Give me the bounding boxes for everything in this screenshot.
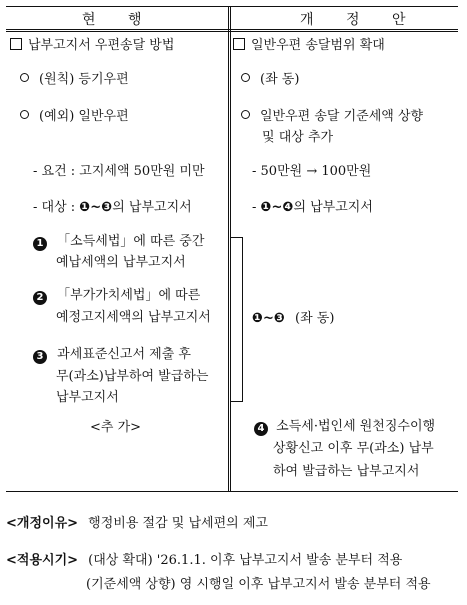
- header-revised: 개 정 안: [300, 12, 420, 28]
- right-raise: 일반우편 송달 기준세액 상향: [241, 108, 423, 126]
- right-title: 일반우편 송달범위 확대: [233, 37, 385, 55]
- right-item4-cont2: 하여 발급하는 납부고지서: [273, 464, 420, 479]
- table-header-divider-2: [6, 31, 458, 32]
- right-group-same: ❶~❸ (좌 동): [252, 311, 335, 326]
- target-range: ❶~❸: [79, 200, 113, 215]
- left-requirement: - 요건 : 고지세액 50만원 미만: [33, 164, 205, 179]
- right-target: - ❶~❹의 납부고지서: [252, 200, 373, 215]
- right-raise-cont: 및 대상 추가: [262, 130, 334, 145]
- reason-text: 행정비용 절감 및 납세편의 제고: [88, 516, 268, 531]
- group-range: ❶~❸: [252, 311, 285, 326]
- left-title: 납부고지서 우편송달 방법: [10, 37, 174, 55]
- header-current: 현 행: [82, 12, 156, 28]
- left-item2-cont: 예정고지세액의 납부고지서: [56, 310, 211, 325]
- apply-row: [6, 552, 402, 570]
- checkbox-square-icon: [233, 38, 245, 50]
- number-badge-icon: 2: [33, 291, 47, 305]
- bracket-bottom: [230, 401, 242, 402]
- reason-label: <개정이유>: [6, 516, 79, 531]
- left-principle: (원칙) 등기우편: [20, 71, 129, 89]
- number-badge-icon: 4: [254, 422, 268, 436]
- right-amount: - 50만원 → 100만원: [252, 164, 372, 179]
- table-column-divider-2: [230, 6, 231, 492]
- apply-label: <적용시기>: [6, 553, 79, 568]
- circle-bullet-icon: [20, 73, 29, 82]
- apply-line-1: (대상 확대) '26.1.1. 이후 납부고지서 발송 분부터 적용: [88, 553, 403, 568]
- left-added-note: <추 가>: [90, 420, 142, 435]
- table-column-divider: [228, 6, 229, 492]
- table-top-border: [6, 6, 458, 7]
- table-header-divider: [6, 29, 458, 30]
- left-target: - 대상 : ❶~❸의 납부고지서: [33, 200, 192, 215]
- right-same: (좌 동): [241, 71, 299, 89]
- apply-line-2: (기준세액 상향) 영 시행일 이후 납부고지서 발송 분부터 적용: [86, 577, 431, 592]
- circle-bullet-icon: [241, 110, 250, 119]
- left-item3-cont2: 납부고지서: [56, 390, 119, 405]
- checkbox-square-icon: [10, 38, 22, 50]
- left-item1: 1 「소득세법」에 따른 중간: [33, 233, 204, 251]
- bracket-top: [230, 237, 242, 238]
- circle-bullet-icon: [241, 73, 250, 82]
- left-exception: (예외) 일반우편: [20, 108, 129, 126]
- number-badge-icon: 1: [33, 237, 47, 251]
- target-range: ❶~❹: [260, 200, 294, 215]
- left-item1-cont: 예납세액의 납부고지서: [56, 255, 186, 270]
- reason-row: [6, 515, 268, 533]
- right-item4-cont: 상황신고 이후 무(과소) 납부: [273, 441, 434, 456]
- table-bottom-border: [6, 491, 458, 492]
- circle-bullet-icon: [20, 110, 29, 119]
- right-item4: 4 소득세·법인세 원천징수이행: [254, 418, 435, 436]
- left-item2: 2 「부가가치세법」에 따른: [33, 287, 200, 305]
- left-item3: 3 과세표준신고서 제출 후: [33, 346, 191, 364]
- left-item3-cont: 무(과소)납부하여 발급하는: [56, 369, 209, 384]
- bracket-vertical: [242, 237, 243, 402]
- number-badge-icon: 3: [33, 350, 47, 364]
